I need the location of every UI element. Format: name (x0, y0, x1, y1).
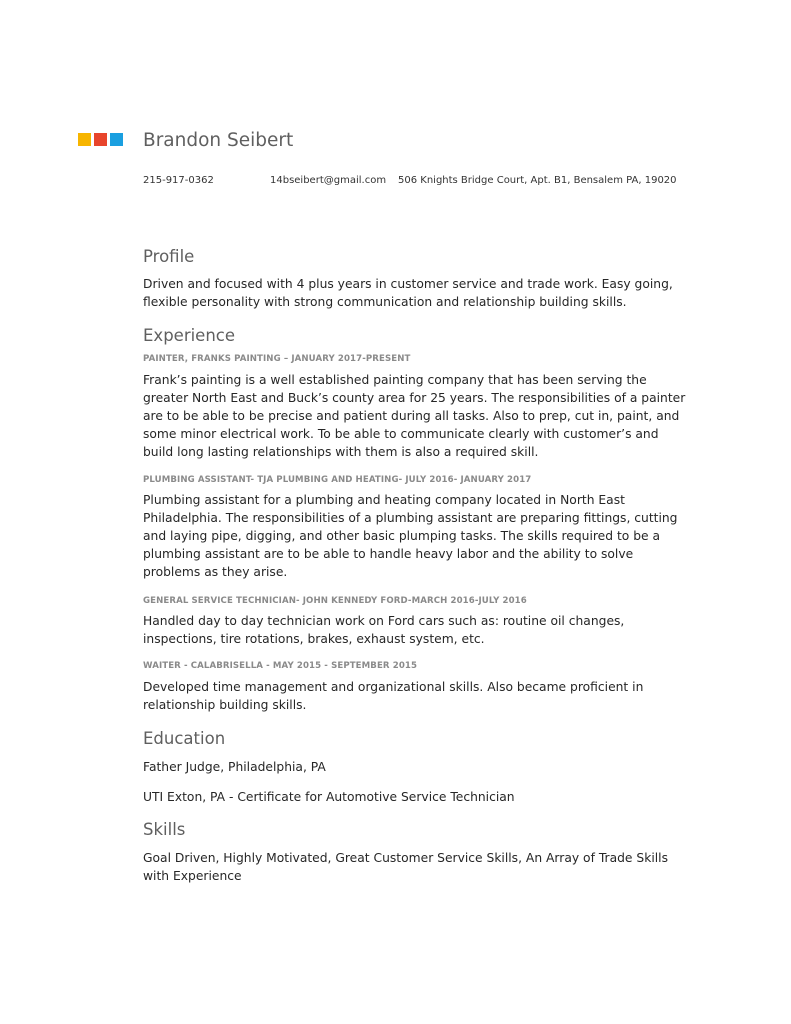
job-description: Plumbing assistant for a plumbing and heating company located in North East Philadelphia. The responsibilities of a plumbing assistant are preparing fittings, cutting and laying pipe, digging, and other basic plumping tasks. The skills required to be a plumbing assistant are to be able to handle heavy labor and the ability to solve problems as they arise. (143, 493, 678, 579)
job-title: PLUMBING ASSISTANT- TJA PLUMBING AND HEATING- JULY 2016- JANUARY 2017 (143, 475, 532, 485)
education-item: UTI Exton, PA - Certificate for Automotive Service Technician (143, 790, 515, 804)
job-description: Developed time management and organizational skills. Also became proficient in relationship building skills. (143, 680, 644, 712)
logo-squares (78, 133, 123, 146)
profile-heading: Profile (143, 247, 195, 266)
experience-heading: Experience (143, 326, 236, 345)
job-title: GENERAL SERVICE TECHNICIAN- JOHN KENNEDY FORD-MARCH 2016-JULY 2016 (143, 596, 527, 606)
job-description: Frank’s painting is a well established painting company that has been serving the greater North East and Buck’s county area for 25 years. The responsibilities of a painter are to be able to be precise and patient during all tasks. Also to prep, cut in, paint, and some minor electrical work. To be able to communicate clearly with customer’s and build long lasting relationships with them is also a required skill. (143, 373, 686, 459)
job-title: WAITER - CALABRISELLA - MAY 2015 - SEPTEMBER 2015 (143, 661, 418, 671)
phone-number: 215-917-0362 (143, 175, 214, 186)
email-address: 14bseibert@gmail.com (270, 175, 387, 186)
skills-text: Goal Driven, Highly Motivated, Great Customer Service Skills, An Array of Trade Skills with Experience (143, 851, 668, 883)
yellow-square-icon (78, 133, 91, 146)
mailing-address: 506 Knights Bridge Court, Apt. B1, Bensalem PA, 19020 (398, 175, 677, 186)
blue-square-icon (110, 133, 123, 146)
job-description: Handled day to day technician work on Ford cars such as: routine oil changes, inspections, tire rotations, brakes, exhaust system, etc. (143, 614, 625, 646)
applicant-name: Brandon Seibert (143, 130, 294, 151)
profile-text: Driven and focused with 4 plus years in customer service and trade work. Easy going, flexible personality with strong communication and relationship building skills. (143, 277, 673, 309)
education-heading: Education (143, 729, 226, 748)
skills-heading: Skills (143, 820, 186, 839)
red-square-icon (94, 133, 107, 146)
education-item: Father Judge, Philadelphia, PA (143, 760, 326, 774)
job-title: PAINTER, FRANKS PAINTING – JANUARY 2017-PRESENT (143, 354, 411, 364)
